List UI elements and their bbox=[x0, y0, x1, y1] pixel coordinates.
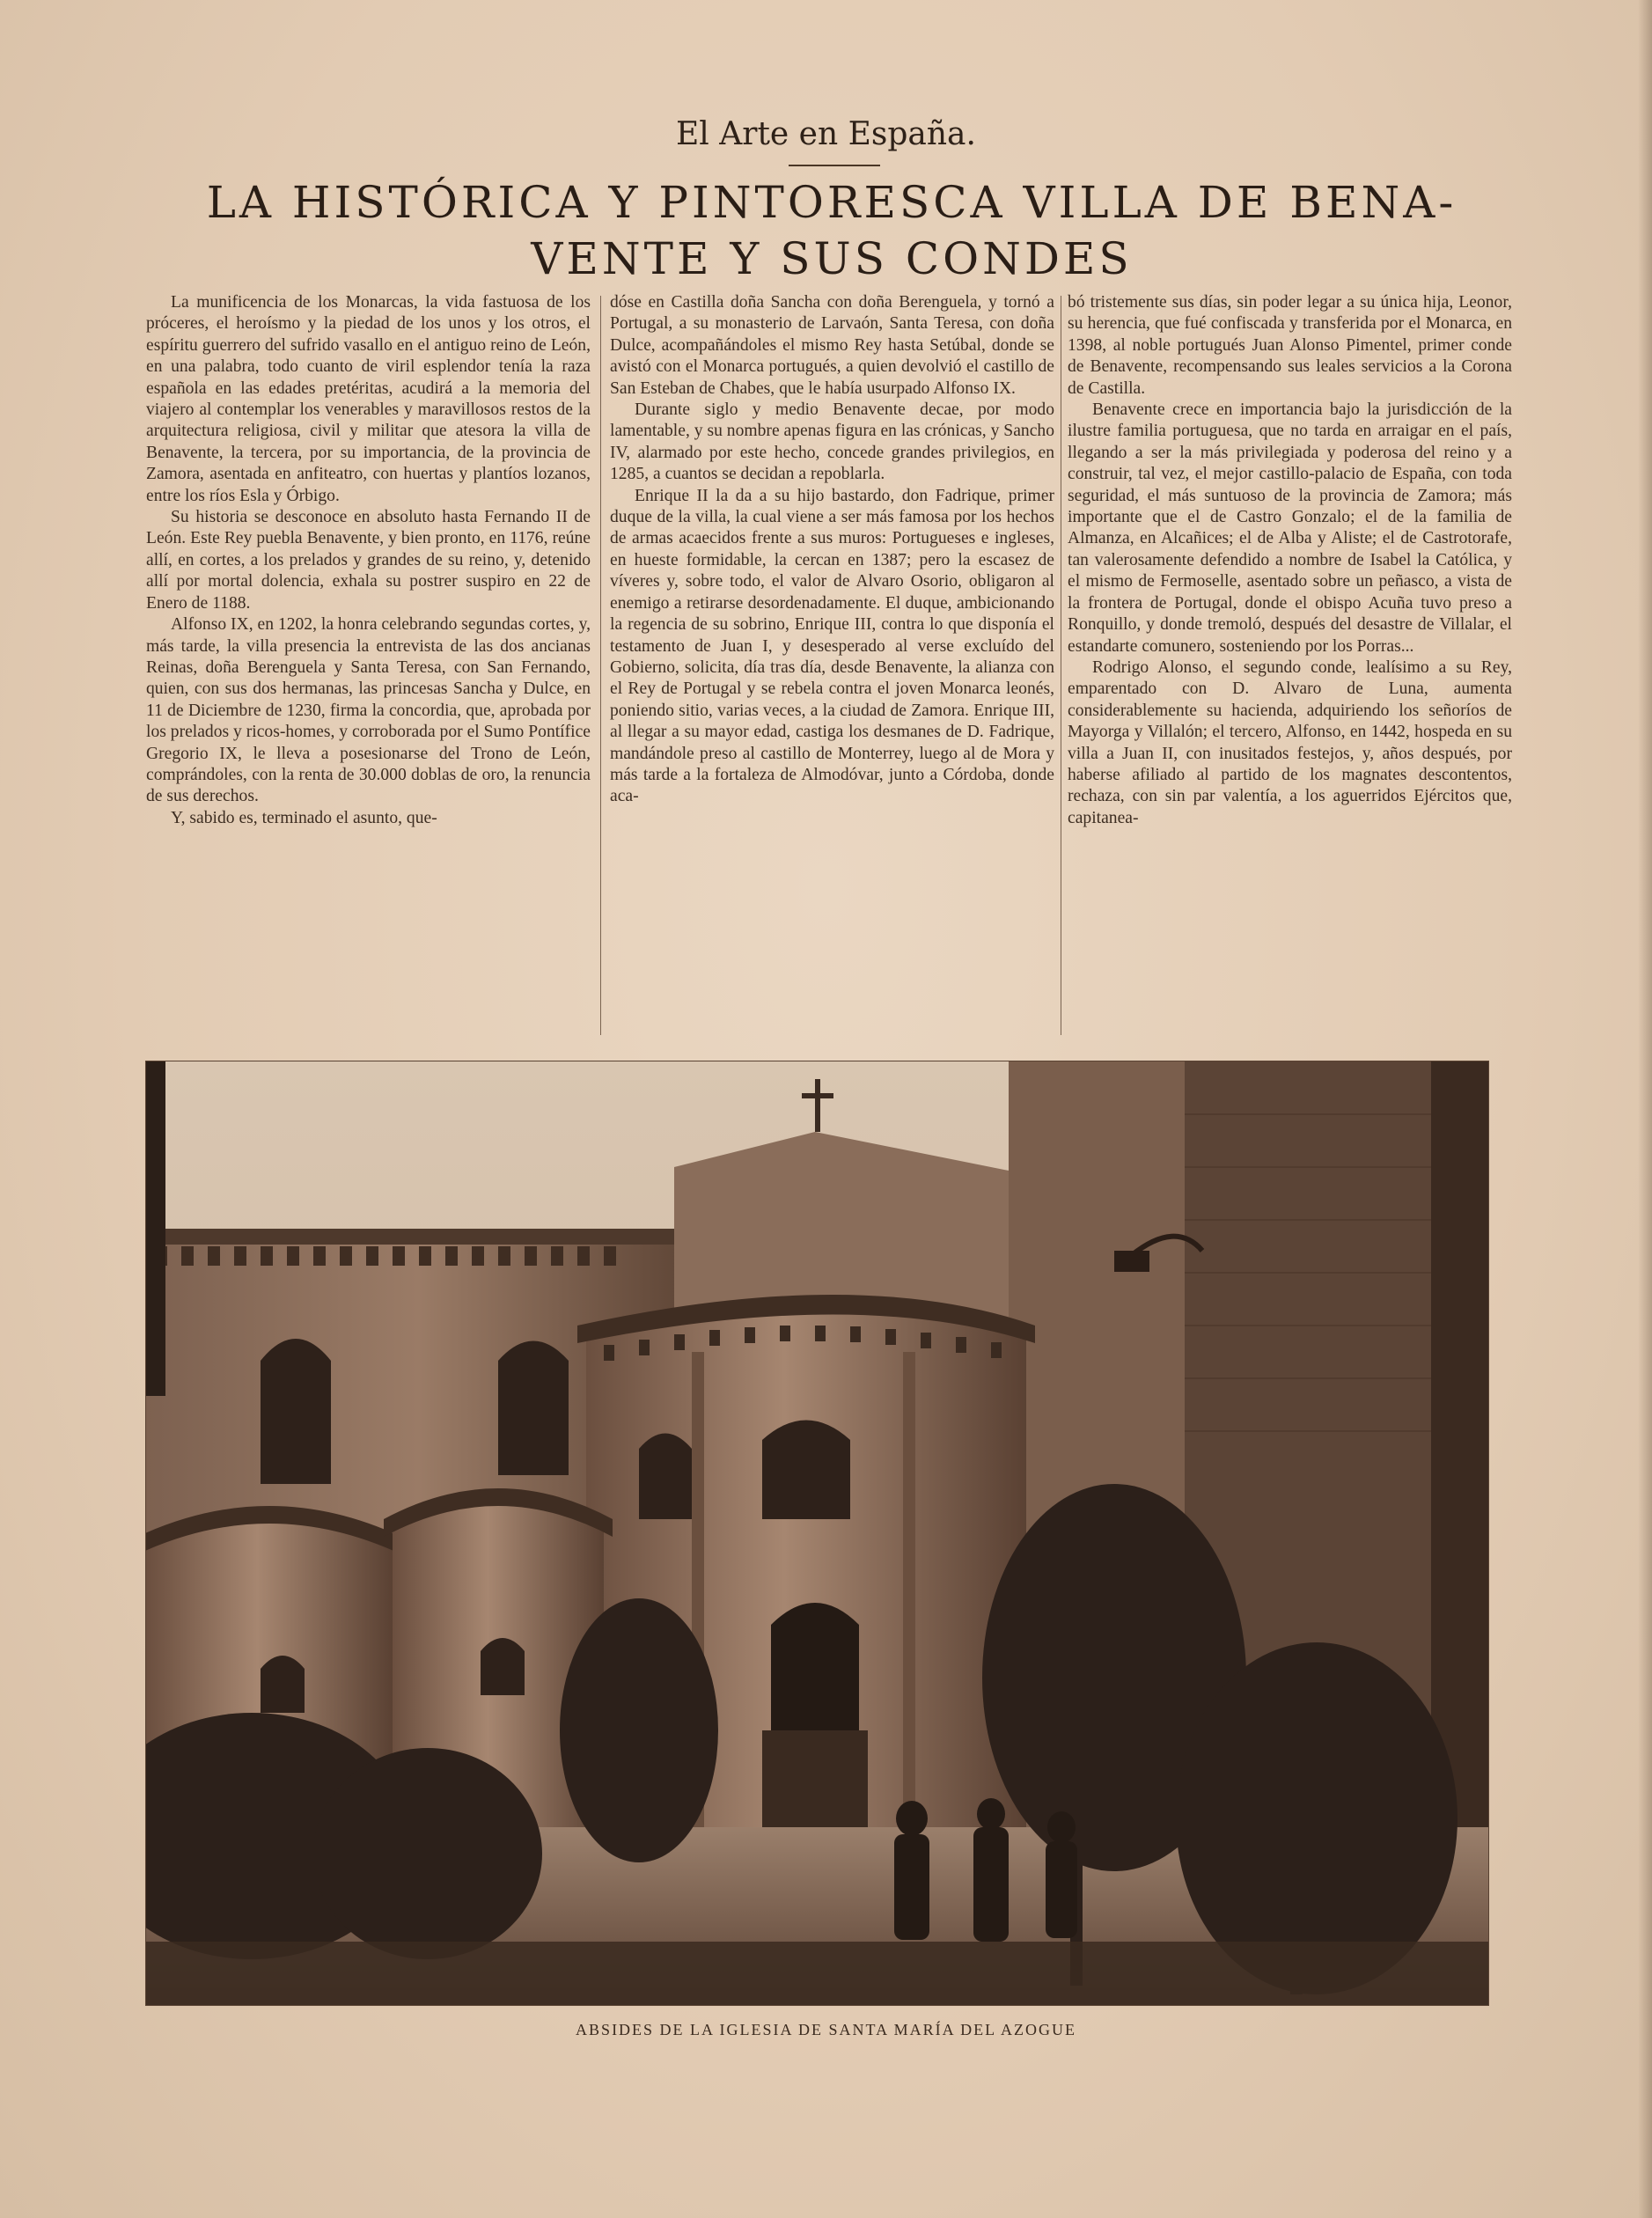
text-column-2 bbox=[610, 292, 1054, 1039]
paragraph: Rodrigo Alonso, el segundo conde, lealísimo a su Rey, emparentado con D. Alvaro de Luna, aumenta considerablemente su hacienda, adquiriendo los señoríos de Mayorga y Villalón; el tercero, Alfonso, en 1442, hospeda en su villa a Juan II, con inusitados festejos, y, años después, por haberse afiliado al partido de los magnates descontentos, rechaza, con sin par valentía, a los aguerridos Ejércitos que, capitanea- bbox=[1068, 657, 1512, 827]
page-edge-shadow bbox=[1638, 0, 1652, 2218]
paragraph: Y, sabido es, terminado el asunto, que- bbox=[171, 808, 437, 827]
section-heading: El Arte en España. bbox=[676, 116, 976, 152]
article-title-line-2: VENTE Y SUS CONDES bbox=[531, 233, 1133, 284]
paragraph: Benavente crece en importancia bajo la jurisdicción de la ilustre familia portuguesa, que no tarda en arraigar en el país, llegando a ser la más privilegiada y poderosa del reino y a construir, tal vez, el mejor castillo-palacio de España, con toda seguridad, el más suntuoso de la provincia de Zamora; más importante que el de Castro Gonzalo; el de la familia de Almanza, en Alcañices; el de Alba y Aliste; el de Castrotorafe, tan valerosamente defendido a nombre de Isabel la Católica, y el mismo de Fermoselle, asentado sobre un peñasco, a vista de la frontera de Portugal, donde el obispo Acuña tuvo preso a Ronquillo, y donde tremoló, después del desastre de Villalar, el estandarte comunero, sosteniendo por los Porras... bbox=[1068, 400, 1512, 656]
article-title bbox=[132, 174, 1531, 287]
paragraph: La munificencia de los Monarcas, la vida fastuosa de los próceres, el heroísmo y la piedad de los unos y los otros, el espíritu guerrero del sufrido vasallo en el antiguo reino de León, en una palabra, todo cuanto de viril esplendor tenía la raza española en las edades pretéritas, acudirá a la memoria del viajero al contemplar los venerables y maravillosos restos de la arquitectura religiosa, civil y militar que atesora la villa de Benavente, la tercera, por su importancia, de la provincia de Zamora, asentada en anfiteatro, con huertas y plantíos lozanos, entre los ríos Esla y Órbigo. bbox=[146, 293, 591, 505]
photo-caption: ABSIDES DE LA IGLESIA DE SANTA MARÍA DEL AZOGUE bbox=[576, 2021, 1076, 2038]
heading-rule bbox=[789, 165, 880, 166]
article-title-line-1: LA HISTÓRICA Y PINTORESCA VILLA DE BENA- bbox=[206, 177, 1457, 228]
paragraph: Enrique II la da a su hijo bastardo, don Fadrique, primer duque de la villa, la cual viene a ser más famosa por los hechos de armas acaecidos frente a sus muros: Portugueses e ingleses, en hueste formidable, la cercan en 1387; pero la escasez de víveres y, sobre todo, el valor de Alvaro Osorio, obligaron al enemigo a retirarse desordenadamente. El duque, ambicionando la regencia de su sobrino, Enrique III, contra lo que disponía el testamento de Juan I, y desesperado al verse excluído del Gobierno, solicita, día tras día, desde Benavente, la alianza con el Rey de Portugal y se rebela contra el joven Monarca leonés, poniendo sitio, varias veces, a la ciudad de Zamora. Enrique III, al llegar a su mayor edad, castiga los desmanes de D. Fadrique, mandándole preso al castillo de Monterrey, luego al de Mora y más tarde a la fortaleza de Almodóvar, junto a Córdoba, donde aca- bbox=[610, 486, 1054, 806]
paragraph: bó tristemente sus días, sin poder legar a su única hija, Leonor, su herencia, que fué confiscada y transferida por el Monarca, en 1398, al noble portugués Juan Alonso Pimentel, primer conde de Benavente, recompensando sus leales servicios a la Corona de Castilla. bbox=[1068, 293, 1512, 398]
text-column-1 bbox=[146, 292, 591, 1039]
column-divider bbox=[600, 296, 601, 1035]
paragraph: Alfonso IX, en 1202, la honra celebrando segundas cortes, y, más tarde, la villa presencia la entrevista de las dos ancianas Reinas, doña Berenguela y Santa Teresa, con San Fernando, quien, con sus dos hermanas, las princesas Sancha y Dulce, en 11 de Diciembre de 1230, firma la concordia, que, aprobada por los prelados y ricos-homes, y corroborada por el Sumo Pontífice Gregorio IX, le lleva a posesionarse del Trono de León, comprándoles, con la renta de 30.000 doblas de oro, la renuncia de sus derechos. bbox=[146, 615, 591, 806]
paragraph: Durante siglo y medio Benavente decae, por modo lamentable, y su nombre apenas figura en las crónicas, y Sancho IV, alarmado por este hecho, concede grandes privilegios, en 1285, a cuantos se decidan a repoblarla. bbox=[610, 400, 1054, 484]
text-column-3 bbox=[1068, 292, 1512, 1039]
church-apses-photo bbox=[145, 1061, 1489, 2006]
paragraph: dóse en Castilla doña Sancha con doña Berenguela, y tornó a Portugal, a su monasterio de Larvaón, Santa Teresa, con doña Dulce, acompañándoles el mismo Rey hasta Setúbal, donde se avistó con el Monarca portugués, a quien devolvió el castillo de San Esteban de Chabes, que le había usurpado Alfonso IX. bbox=[610, 293, 1054, 398]
paragraph: Su historia se desconoce en absoluto hasta Fernando II de León. Este Rey puebla Benavente, y bien pronto, en 1176, reúne allí, en cortes, a los prelados y grandes de su reino, y, detenido allí por mortal dolencia, exhala su postrer suspiro en 22 de Enero de 1188. bbox=[146, 508, 591, 613]
